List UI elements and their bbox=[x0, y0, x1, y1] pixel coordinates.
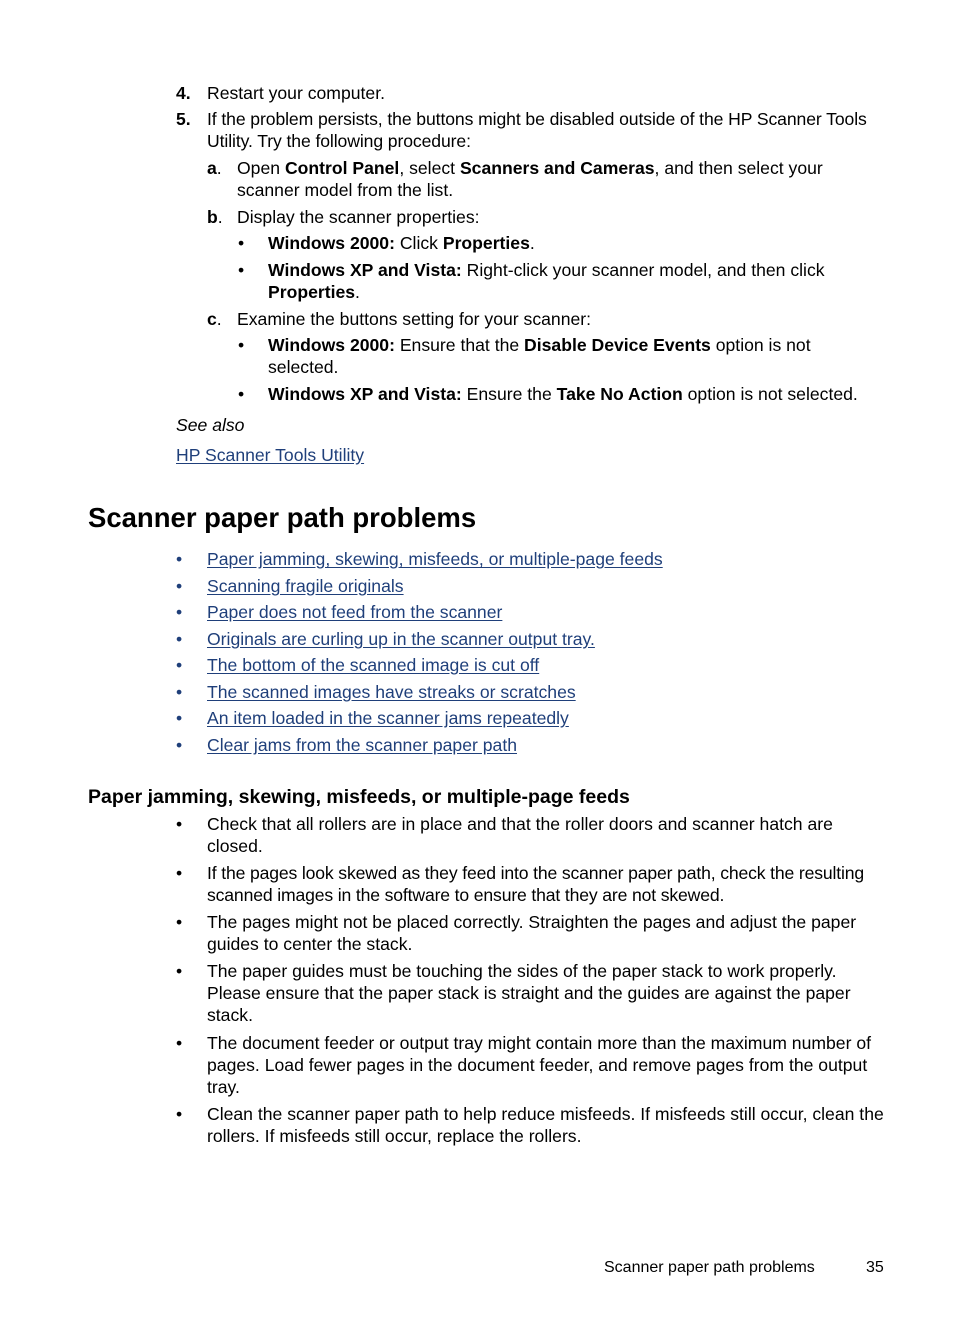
substep-c-text: Examine the buttons setting for your scanner: bbox=[237, 309, 592, 329]
bullet-dot: • bbox=[176, 576, 183, 596]
list-item: Check that all rollers are in place and that the roller doors and scanner hatch are closed. bbox=[207, 814, 833, 856]
bullet-dot: • bbox=[176, 629, 183, 649]
list-item: The pages might not be placed correctly. Straighten the pages and adjust the paper guides to center the stack. bbox=[207, 912, 857, 954]
list-item: Clean the scanner paper path to help reduce misfeeds. If misfeeds still occur, clean the rollers. If misfeeds still occur, replace the rollers. bbox=[207, 1104, 884, 1146]
substep-c-bullet-2: Windows XP and Vista: Ensure the Take No Action option is not selected. bbox=[268, 384, 858, 404]
link-clear-jams[interactable]: Clear jams from the scanner paper path bbox=[207, 735, 517, 755]
bullet-dot: • bbox=[176, 1104, 183, 1124]
subsection-title: Paper jamming, skewing, misfeeds, or multiple-page feeds bbox=[88, 786, 630, 808]
link-originals-curling[interactable]: Originals are curling up in the scanner output tray. bbox=[207, 629, 595, 649]
bullet-dot: • bbox=[176, 961, 183, 981]
substep-b-letter: b. bbox=[207, 207, 223, 227]
bullet-dot: • bbox=[238, 233, 245, 253]
link-paper-does-not-feed[interactable]: Paper does not feed from the scanner bbox=[207, 602, 503, 622]
step-4-number: 4. bbox=[176, 83, 191, 103]
substep-a-text: Open Control Panel, select Scanners and Cameras, and then select your scanner model from the list. bbox=[237, 158, 823, 200]
link-streaks-scratches[interactable]: The scanned images have streaks or scratches bbox=[207, 682, 576, 702]
hp-scanner-tools-utility-link[interactable]: HP Scanner Tools Utility bbox=[176, 445, 365, 465]
bullet-dot: • bbox=[176, 735, 183, 755]
list-item: The paper guides must be touching the sides of the paper stack to work properly. Please ensure that the paper stack is straight and the guides are against the paper stack. bbox=[207, 961, 851, 1025]
step-4-text: Restart your computer. bbox=[207, 83, 385, 103]
step-5-number: 5. bbox=[176, 109, 191, 129]
link-item-jams-repeatedly[interactable]: An item loaded in the scanner jams repeatedly bbox=[207, 708, 569, 728]
bullet-dot: • bbox=[238, 335, 245, 355]
link-scanning-fragile-originals[interactable]: Scanning fragile originals bbox=[207, 576, 404, 596]
bullet-dot: • bbox=[176, 682, 183, 702]
see-also-label: See also bbox=[176, 415, 245, 435]
step-5-text: If the problem persists, the buttons might be disabled outside of the HP Scanner Tools Utility. Try the following procedure: bbox=[207, 109, 867, 151]
substep-c-letter: c. bbox=[207, 309, 222, 329]
page-number: 35 bbox=[866, 1259, 884, 1276]
bullet-dot: • bbox=[176, 602, 183, 622]
link-bottom-cut-off[interactable]: The bottom of the scanned image is cut off bbox=[207, 655, 540, 675]
substep-b-bullet-1: Windows 2000: Click Properties. bbox=[268, 233, 535, 253]
bullet-dot: • bbox=[176, 814, 183, 834]
bullet-dot: • bbox=[176, 655, 183, 675]
list-item: The document feeder or output tray might contain more than the maximum number of pages. Load fewer pages in the document feeder, and remove pages from the output tray. bbox=[207, 1033, 872, 1097]
bullet-dot: • bbox=[238, 384, 245, 404]
list-item: If the pages look skewed as they feed into the scanner paper path, check the resulting scanned images in the software to ensure that they are not skewed. bbox=[207, 863, 865, 905]
bullet-dot: • bbox=[176, 1033, 183, 1053]
substep-b-bullet-2: Windows XP and Vista: Right-click your scanner model, and then click Properties. bbox=[268, 260, 825, 302]
bullet-dot: • bbox=[238, 260, 245, 280]
bullet-dot: • bbox=[176, 549, 183, 569]
section-title: Scanner paper path problems bbox=[88, 502, 477, 533]
bullet-dot: • bbox=[176, 912, 183, 932]
footer-section-name: Scanner paper path problems bbox=[604, 1259, 815, 1276]
substep-b-text: Display the scanner properties: bbox=[237, 207, 480, 227]
substep-c-bullet-1: Windows 2000: Ensure that the Disable Device Events option is not selected. bbox=[268, 335, 811, 377]
bullet-dot: • bbox=[176, 708, 183, 728]
link-paper-jamming[interactable]: Paper jamming, skewing, misfeeds, or multiple-page feeds bbox=[207, 549, 663, 569]
substep-a-letter: a. bbox=[207, 158, 222, 178]
bullet-dot: • bbox=[176, 863, 183, 883]
